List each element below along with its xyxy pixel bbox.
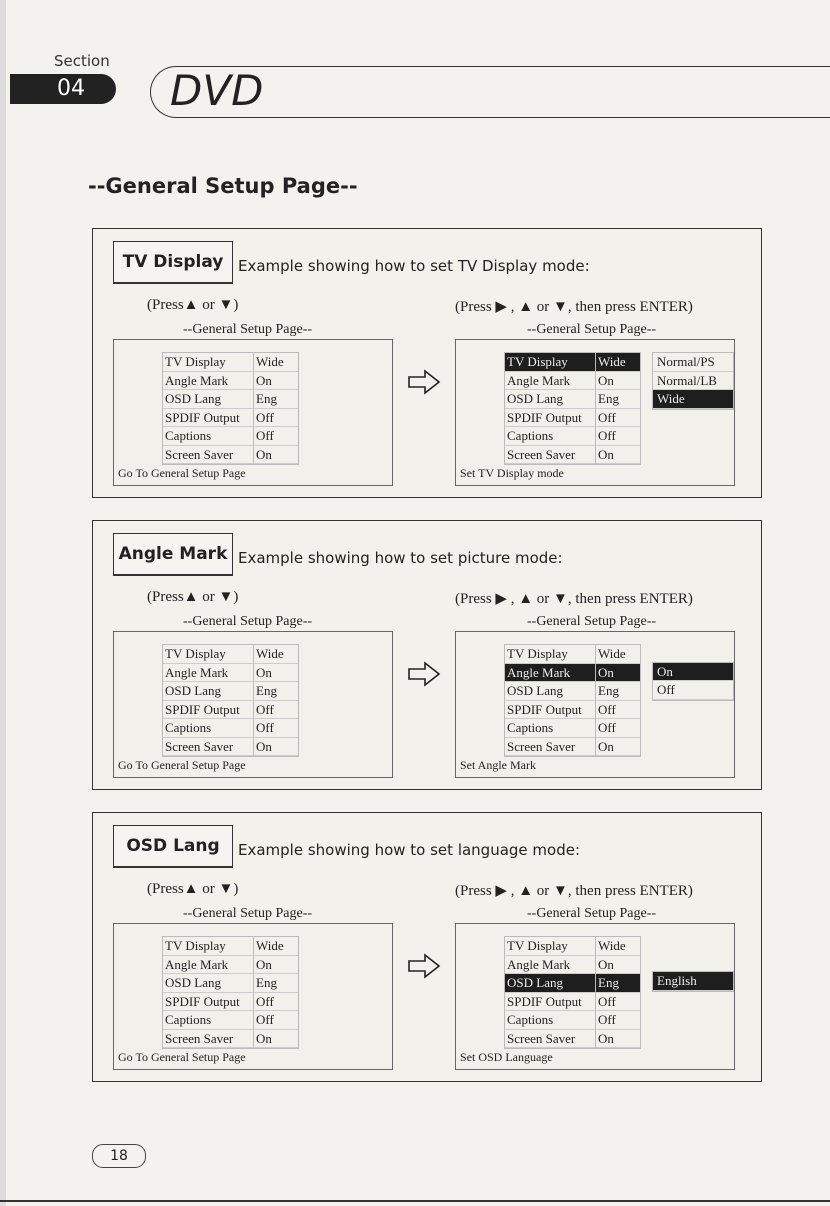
menu-item: Screen Saver	[505, 738, 641, 757]
menu-item: TV Display	[163, 353, 299, 372]
menu-value: Wide	[254, 645, 298, 664]
menu-item: Screen Saver	[505, 446, 641, 465]
value-list	[595, 352, 641, 465]
menu-value: Off	[596, 719, 640, 738]
option-list	[652, 352, 734, 410]
value-list	[595, 936, 641, 1049]
menu-item: OSD Lang	[505, 682, 641, 701]
menu-value: On	[596, 738, 640, 757]
menu-item: TV Display	[505, 937, 641, 956]
screen-footer: Set Angle Mark	[460, 758, 536, 772]
menu-item: Captions	[163, 719, 299, 738]
menu-item: Angle Mark	[505, 956, 641, 975]
menu-value: Off	[254, 427, 298, 446]
right-arrow-icon	[407, 953, 441, 979]
osd-screen-before	[113, 631, 393, 778]
menu-value: Wide	[596, 645, 640, 664]
menu-value: Wide	[254, 937, 298, 956]
menu-item: OSD Lang	[163, 390, 299, 409]
chapter-title: DVD	[170, 66, 264, 115]
menu-item: Captions	[505, 427, 641, 446]
press-instruction-left: (Press▲ or ▼)	[147, 297, 239, 313]
osd-screen-after	[455, 631, 735, 778]
panel-tab: TV Display	[113, 241, 233, 283]
menu-item: SPDIF Output	[163, 409, 299, 428]
menu-value: Wide	[596, 937, 640, 956]
menu-item: Angle Mark	[163, 372, 299, 391]
osd-screen-before	[113, 923, 393, 1070]
menu-item: TV Display	[505, 645, 641, 664]
menu-value: Off	[596, 409, 640, 428]
osd-screen-before	[113, 339, 393, 486]
screen-heading-left: --General Setup Page--	[183, 322, 313, 337]
osd-screen-after	[455, 923, 735, 1070]
menu-item: Captions	[163, 1011, 299, 1030]
menu-item-selected: OSD Lang	[505, 974, 641, 993]
menu-item: TV Display	[163, 937, 299, 956]
menu-value: Off	[596, 1011, 640, 1030]
section-label: Section	[54, 52, 110, 70]
menu-value: On	[254, 446, 298, 465]
menu-value: Off	[254, 409, 298, 428]
menu-value: Eng	[254, 682, 298, 701]
menu-value: On	[254, 664, 298, 683]
page-number: 18	[92, 1144, 146, 1168]
tab-underline	[113, 283, 233, 284]
page-heading: --General Setup Page--	[88, 174, 358, 198]
value-list	[253, 644, 299, 757]
tab-underline	[113, 575, 233, 576]
menu-value: Eng	[254, 390, 298, 409]
menu-value: Off	[254, 1011, 298, 1030]
angle-mark-panel	[92, 520, 762, 790]
menu-item: SPDIF Output	[505, 409, 641, 428]
press-instruction-right: (Press ▶ , ▲ or ▼, then press ENTER)	[455, 591, 693, 607]
right-arrow-icon	[407, 369, 441, 395]
menu-item: Angle Mark	[163, 664, 299, 683]
menu-value: Off	[254, 993, 298, 1012]
example-text: Example showing how to set TV Display mode:	[238, 257, 590, 275]
tv-display-panel	[92, 228, 762, 498]
option-item: Normal/PS	[653, 353, 733, 372]
option-item-selected: On	[653, 663, 733, 682]
menu-item-selected: TV Display	[505, 353, 641, 372]
menu-item: Screen Saver	[163, 446, 299, 465]
screen-heading-left: --General Setup Page--	[183, 906, 313, 921]
menu-value: Eng	[596, 682, 640, 701]
right-arrow-icon	[407, 661, 441, 687]
option-item: Normal/LB	[653, 372, 733, 391]
panel-tab: Angle Mark	[113, 533, 233, 575]
menu-value: On	[596, 1030, 640, 1049]
bottom-rule	[0, 1200, 830, 1202]
menu-value: On	[254, 372, 298, 391]
option-list	[652, 662, 734, 701]
menu-value: Off	[596, 427, 640, 446]
value-list	[595, 644, 641, 757]
value-list	[253, 352, 299, 465]
screen-footer: Go To General Setup Page	[118, 466, 246, 480]
menu-item-selected: Angle Mark	[505, 664, 641, 683]
screen-heading-right: --General Setup Page--	[527, 614, 657, 629]
menu-value: Off	[596, 701, 640, 720]
option-item-selected: English	[653, 972, 733, 991]
press-instruction-left: (Press▲ or ▼)	[147, 881, 239, 897]
screen-heading-right: --General Setup Page--	[527, 322, 657, 337]
option-item-selected: Wide	[653, 390, 733, 409]
menu-value: Wide	[254, 353, 298, 372]
menu-item: Captions	[505, 719, 641, 738]
press-instruction-right: (Press ▶ , ▲ or ▼, then press ENTER)	[455, 883, 693, 899]
osd-screen-after	[455, 339, 735, 486]
section-number-badge	[10, 74, 116, 104]
screen-footer: Go To General Setup Page	[118, 758, 246, 772]
panel-tab: OSD Lang	[113, 825, 233, 867]
page-edge	[0, 0, 6, 1206]
option-list	[652, 971, 734, 992]
menu-item: Angle Mark	[163, 956, 299, 975]
menu-item: OSD Lang	[505, 390, 641, 409]
screen-heading-left: --General Setup Page--	[183, 614, 313, 629]
menu-value-selected: On	[596, 664, 640, 683]
menu-item: Angle Mark	[505, 372, 641, 391]
menu-item: SPDIF Output	[163, 993, 299, 1012]
menu-item: SPDIF Output	[505, 701, 641, 720]
menu-value: Eng	[596, 390, 640, 409]
screen-footer: Set OSD Language	[460, 1050, 553, 1064]
tab-underline	[113, 867, 233, 868]
screen-footer: Set TV Display mode	[460, 466, 564, 480]
menu-item: SPDIF Output	[505, 993, 641, 1012]
menu-value: Eng	[254, 974, 298, 993]
example-text: Example showing how to set language mode:	[238, 841, 581, 859]
menu-item: Screen Saver	[505, 1030, 641, 1049]
menu-value: Off	[254, 701, 298, 720]
press-instruction-right: (Press ▶ , ▲ or ▼, then press ENTER)	[455, 299, 693, 315]
section-number: 04	[57, 76, 85, 101]
osd-lang-panel	[92, 812, 762, 1082]
menu-value: On	[254, 1030, 298, 1049]
value-list	[253, 936, 299, 1049]
menu-item: OSD Lang	[163, 682, 299, 701]
menu-item: Captions	[163, 427, 299, 446]
menu-value: Off	[596, 993, 640, 1012]
menu-item: OSD Lang	[163, 974, 299, 993]
menu-value: On	[596, 446, 640, 465]
menu-item: SPDIF Output	[163, 701, 299, 720]
screen-heading-right: --General Setup Page--	[527, 906, 657, 921]
menu-value: Off	[254, 719, 298, 738]
menu-item: Screen Saver	[163, 738, 299, 757]
menu-item: TV Display	[163, 645, 299, 664]
menu-value: On	[254, 956, 298, 975]
menu-value: On	[596, 372, 640, 391]
screen-footer: Go To General Setup Page	[118, 1050, 246, 1064]
menu-value: On	[254, 738, 298, 757]
press-instruction-left: (Press▲ or ▼)	[147, 589, 239, 605]
menu-value-selected: Wide	[596, 353, 640, 372]
example-text: Example showing how to set picture mode:	[238, 549, 563, 567]
menu-item: Captions	[505, 1011, 641, 1030]
menu-item: Screen Saver	[163, 1030, 299, 1049]
menu-value: On	[596, 956, 640, 975]
option-item: Off	[653, 681, 733, 700]
menu-value-selected: Eng	[596, 974, 640, 993]
